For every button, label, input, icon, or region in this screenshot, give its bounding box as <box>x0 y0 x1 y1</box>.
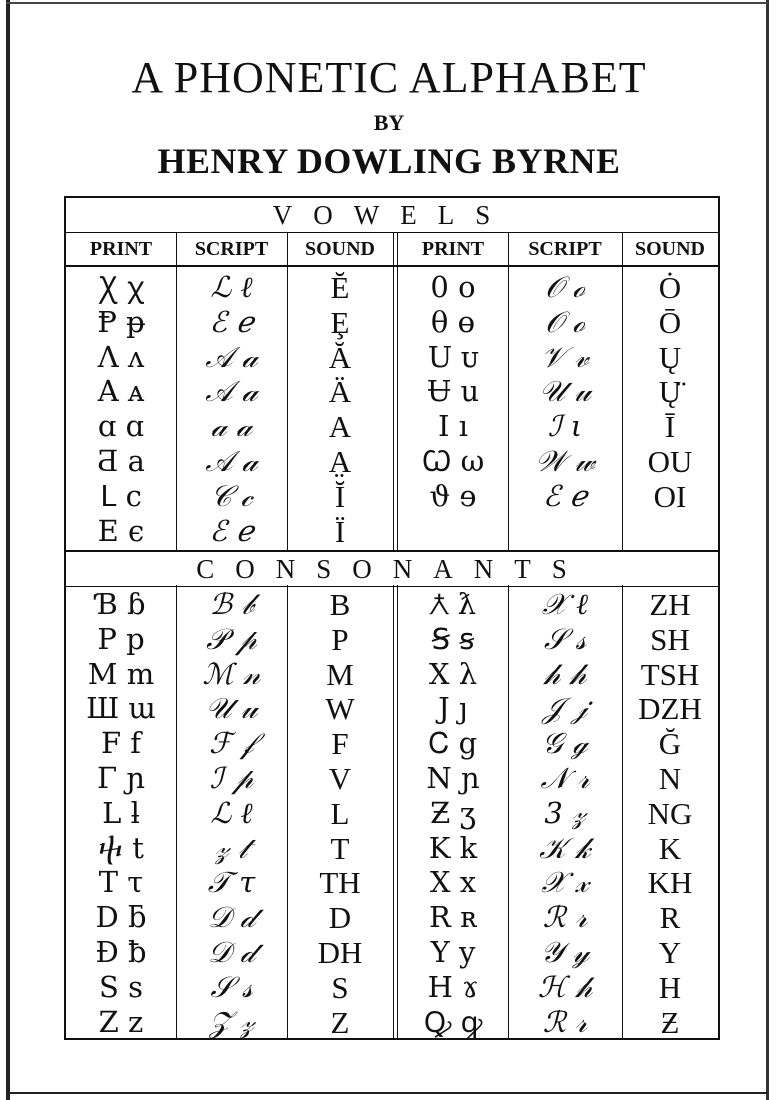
sound-cell: A̤ <box>328 444 352 479</box>
script-cell: ℐ 𝓅 <box>209 761 254 795</box>
column-divider <box>508 233 509 550</box>
sound-cell: Ȯ <box>658 270 682 305</box>
print-cell: Χ λ <box>428 656 478 691</box>
sound-cell: OU <box>647 444 693 479</box>
table-row <box>66 374 718 409</box>
print-cell: Ƶ ʒ <box>430 795 476 830</box>
print-cell: U ᴜ <box>427 339 479 374</box>
print-cell: Ꞷ ω <box>421 444 485 478</box>
print-cell: Z z <box>98 1004 144 1039</box>
sound-cell: SH <box>650 621 690 657</box>
print-cell: H ɤ <box>427 969 479 1004</box>
table-row <box>66 622 718 657</box>
sound-cell: D <box>328 900 352 936</box>
table-row <box>66 865 718 900</box>
print-cell: R ʀ <box>429 900 477 935</box>
print-cell: Ƛ ƛ <box>429 587 476 621</box>
print-cell: Ꞩ ꞩ <box>431 621 475 656</box>
script-cell: ℐ ι <box>547 409 583 444</box>
table-row <box>66 270 718 305</box>
table-row <box>66 409 718 444</box>
sound-cell: Ĭ <box>334 478 346 514</box>
print-cell: ⴕ t <box>98 830 144 865</box>
table-row <box>66 340 718 375</box>
script-cell: ℋ 𝒽 <box>537 969 593 1004</box>
sound-cell: Z <box>330 1004 350 1040</box>
sound-cell: KH <box>647 865 693 901</box>
table-row <box>66 587 718 622</box>
script-cell: 𝓏 𝓉 <box>215 830 248 865</box>
script-cell: 𝒱 𝓋 <box>541 339 589 374</box>
column-divider <box>508 585 509 1038</box>
script-cell: ℰ ℯ <box>543 478 587 513</box>
sound-cell: P <box>331 621 349 657</box>
print-cell: K k <box>428 830 478 865</box>
script-cell: 𝒫 𝓅 <box>206 621 257 656</box>
sound-cell: V <box>328 761 352 796</box>
sound-cell: Ī <box>664 409 676 445</box>
print-cell: N ɲ <box>426 761 480 795</box>
column-divider <box>393 233 398 550</box>
script-cell: 𝒞 𝒸 <box>210 478 253 513</box>
title-by: BY <box>373 110 405 135</box>
sound-cell: Ï <box>334 513 346 549</box>
page-border-bottom <box>6 1092 768 1094</box>
table-row <box>66 935 718 970</box>
print-cell: Ш ɯ <box>86 691 156 726</box>
print-cell: Đ ƀ <box>95 935 147 969</box>
script-cell: 𝒩 𝓇 <box>540 761 590 795</box>
script-cell: 𝒜 𝒶 <box>205 339 258 374</box>
sound-cell: M <box>326 656 354 692</box>
script-cell: 𝒯 τ <box>207 865 256 900</box>
column-header: SCRIPT <box>528 238 602 260</box>
script-cell: 𝒪 ℴ <box>545 270 585 304</box>
script-cell: 𝒴 𝓎 <box>540 935 590 969</box>
script-cell: 𝒟 𝒹 <box>207 935 255 969</box>
script-cell: 𝒰 𝓊 <box>539 374 591 409</box>
column-header: SOUND <box>304 238 375 260</box>
script-cell: 𝒮 𝓈 <box>210 969 253 1004</box>
sound-cell: OI <box>653 478 687 514</box>
alphabet-table <box>64 196 720 1040</box>
script-cell: 𝒽 𝒽 <box>543 656 587 691</box>
script-cell: ℰ ℯ <box>209 513 254 548</box>
script-cell: 𝒟 𝒹 <box>207 900 255 935</box>
sound-cell: B <box>329 587 351 622</box>
sound-cell: N <box>658 761 682 796</box>
print-cell: E ϵ <box>97 513 145 548</box>
column-header: SCRIPT <box>194 238 269 260</box>
column-divider <box>622 233 623 550</box>
script-cell: ℱ 𝒻 <box>209 726 254 761</box>
print-cell: θ ɵ <box>430 304 476 339</box>
sound-cell: Ų <box>658 339 682 375</box>
print-cell: Ꭓ ꭓ <box>99 270 143 304</box>
table-row <box>66 305 718 340</box>
script-cell: 𝒳 𝓍 <box>541 865 589 900</box>
script-cell: 𝒢 ℊ <box>542 726 588 761</box>
sound-cell: A <box>328 409 352 445</box>
script-cell: ℳ 𝓃 <box>202 656 261 691</box>
consonants-heading: CONSONANTS <box>66 550 718 587</box>
print-cell: Ꮯ g <box>428 726 478 761</box>
table-row <box>66 726 718 761</box>
print-cell: Ᵽ ᵽ <box>97 304 145 339</box>
sound-cell: Ă <box>328 339 352 375</box>
table-row <box>66 1005 718 1040</box>
script-cell: 𝒰 𝓊 <box>205 691 258 726</box>
author-name: HENRY DOWLING BYRNE <box>157 141 621 181</box>
script-cell: ℰ ℯ <box>209 304 254 339</box>
page-title: A PHONETIC ALPHABET <box>131 53 647 102</box>
script-cell: 𝒲 𝓌 <box>535 444 595 478</box>
script-cell: 𝒜 𝒶 <box>205 374 258 409</box>
script-cell: 𝒜 𝒶 <box>205 444 258 478</box>
table-row <box>66 796 718 831</box>
script-cell: 𝒳 ℓ <box>541 587 589 621</box>
print-cell: I ı <box>438 409 468 444</box>
column-divider <box>393 585 398 1038</box>
sound-cell: TH <box>319 865 361 901</box>
script-cell: ℬ 𝒷 <box>209 587 254 621</box>
print-cell: P p <box>97 621 145 656</box>
sound-cell: ZH <box>649 587 691 622</box>
print-cell: D ƃ <box>95 900 147 935</box>
column-header-row <box>66 233 718 267</box>
sound-cell: T <box>330 830 350 866</box>
table-row <box>66 444 718 479</box>
sound-cell: Ƶ <box>660 1004 680 1040</box>
print-cell: ᒪ c <box>100 478 142 513</box>
vowels-heading: VOWELS <box>66 198 718 233</box>
table-row <box>66 691 718 726</box>
print-cell: Ꝙ ꝙ <box>423 1004 483 1039</box>
table-row <box>66 831 718 866</box>
script-cell: 𝒶 𝒶 <box>210 409 253 444</box>
table-row <box>66 761 718 796</box>
column-header: PRINT <box>89 238 153 260</box>
sound-cell: NG <box>647 795 693 831</box>
print-cell: Λ ʌ <box>97 339 145 374</box>
sound-cell: DH <box>317 935 363 970</box>
print-cell: 0 o <box>430 270 476 304</box>
print-cell: Ʉ u <box>426 374 480 409</box>
print-cell: X x <box>429 865 477 900</box>
script-cell: 𝒵 𝓏 <box>209 1004 254 1039</box>
print-cell: F f <box>100 726 142 761</box>
print-cell: T τ <box>98 865 144 900</box>
sound-cell: K <box>658 830 682 866</box>
print-cell: A ᴀ <box>97 374 145 409</box>
table-row <box>66 479 718 514</box>
script-cell: ℛ 𝓇 <box>542 900 588 935</box>
column-header: SOUND <box>634 238 705 260</box>
print-cell: Y y <box>430 935 476 969</box>
print-cell: Ɓ ɓ <box>96 587 146 621</box>
column-divider <box>287 585 288 1038</box>
table-row <box>66 514 718 549</box>
print-cell: Ƌ a <box>97 444 145 478</box>
script-cell: 3 𝓏 <box>544 795 586 830</box>
sound-cell: Ĕ <box>330 270 350 305</box>
print-cell: J ȷ <box>438 691 468 726</box>
script-cell: ℒ ℓ <box>210 270 253 304</box>
sound-cell: Ų̈ <box>658 374 682 410</box>
sound-cell: DZH <box>638 691 702 727</box>
script-cell: ℛ 𝓇 <box>542 1004 588 1039</box>
sound-cell: W <box>325 691 355 727</box>
table-row <box>66 657 718 692</box>
column-divider <box>287 233 288 550</box>
sound-cell: Ȩ <box>330 304 350 340</box>
script-cell: 𝒮 𝓈 <box>543 621 587 656</box>
column-divider <box>622 585 623 1038</box>
sound-cell: Ä <box>328 374 352 410</box>
script-cell: 𝒦 𝓀 <box>539 830 591 865</box>
script-cell: 𝒪 ℴ <box>545 304 585 339</box>
print-cell: M m <box>87 656 155 691</box>
column-divider <box>176 585 177 1038</box>
sound-cell: Ō <box>658 304 682 340</box>
sound-cell: Ğ <box>658 726 682 762</box>
sound-cell: TSH <box>640 656 700 692</box>
print-cell: ϑ ɘ <box>429 478 477 513</box>
table-row <box>66 970 718 1005</box>
sound-cell: H <box>658 969 682 1005</box>
script-cell: 𝒥 𝒿 <box>542 691 588 726</box>
print-cell: ɑ ɑ <box>97 409 145 444</box>
sound-cell: L <box>330 795 350 831</box>
print-cell: Γ ɲ <box>96 761 145 795</box>
print-cell: S s <box>99 969 143 1004</box>
sound-cell: S <box>331 969 349 1005</box>
sound-cell: Y <box>658 935 682 970</box>
print-cell: L ƚ <box>102 795 140 830</box>
script-cell: ℒ ℓ <box>210 795 253 830</box>
sound-cell: F <box>331 726 349 762</box>
page-border-top <box>6 2 768 4</box>
column-divider <box>176 233 177 550</box>
sound-cell: R <box>659 900 681 936</box>
table-row <box>66 900 718 935</box>
column-header: PRINT <box>421 238 485 260</box>
